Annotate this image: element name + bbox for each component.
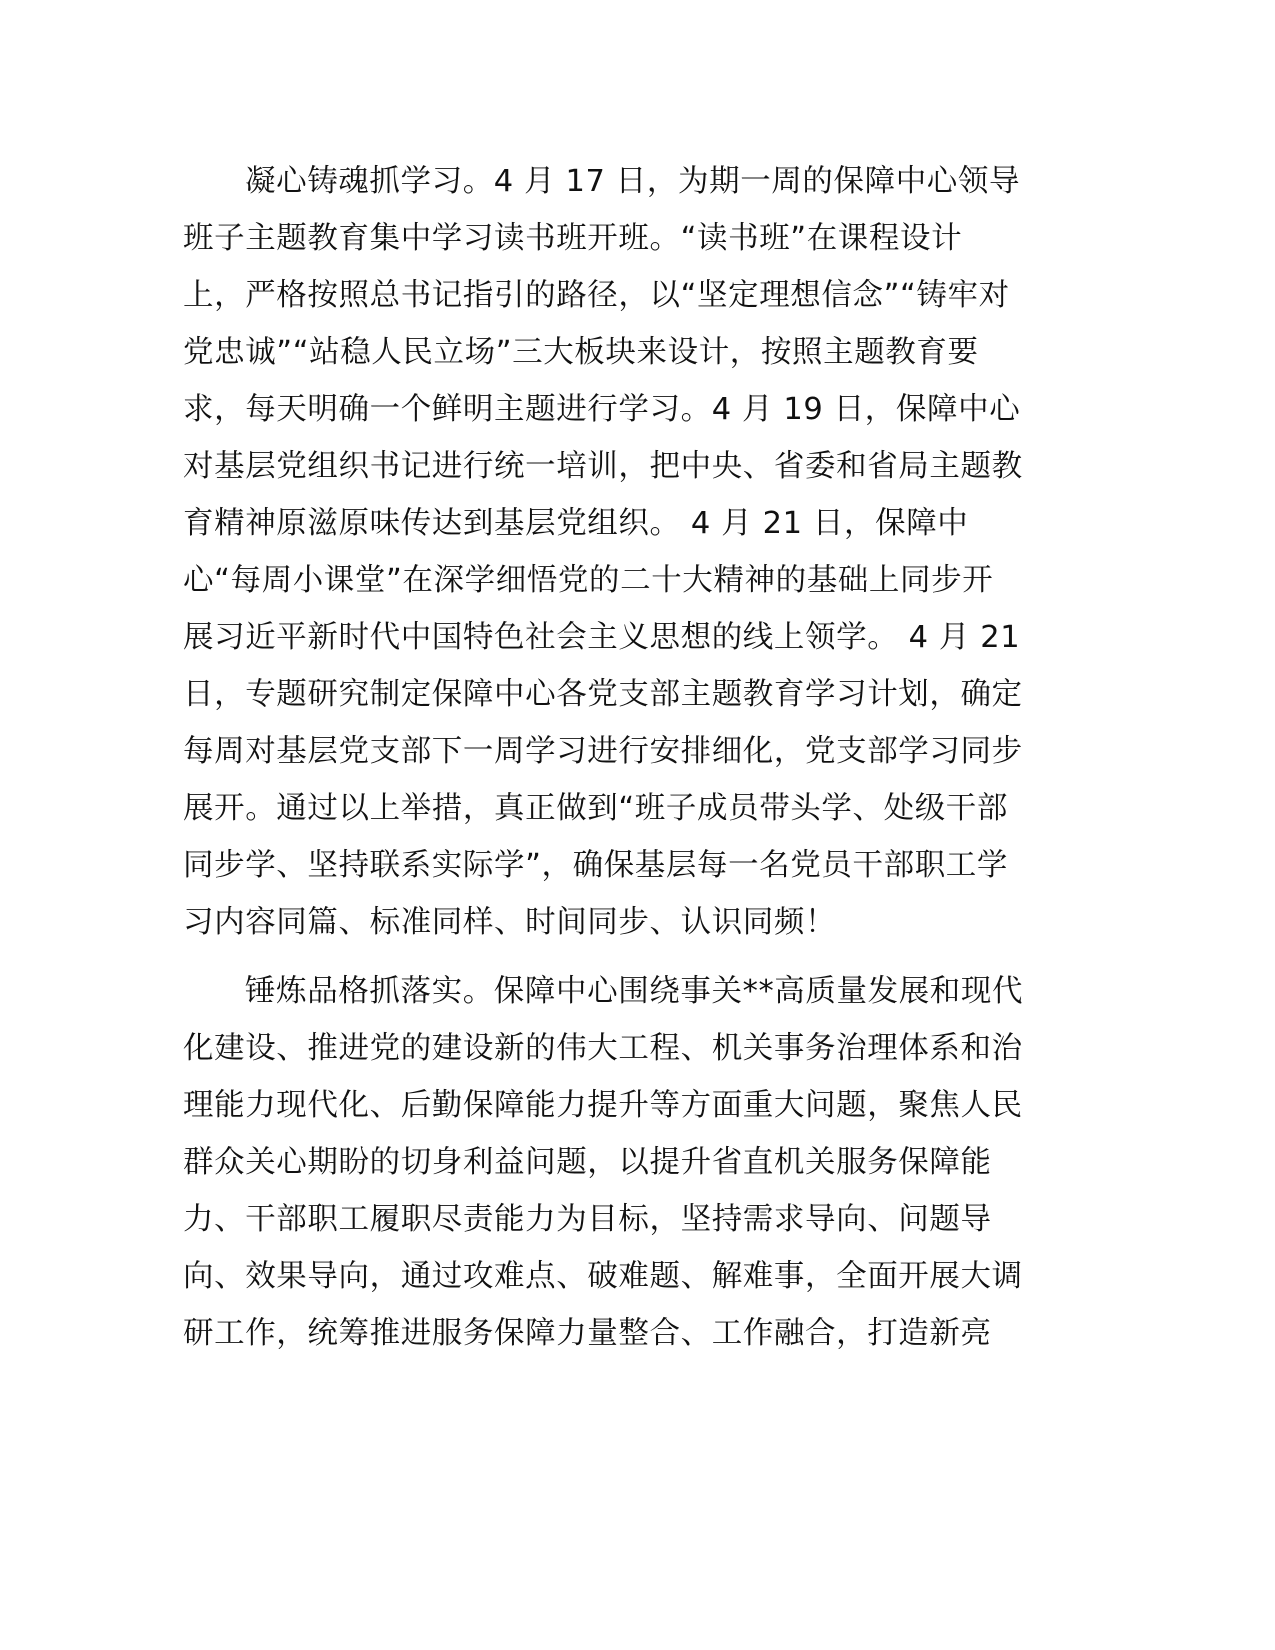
text-line: 理能力现代化、后勤保障能力提升等方面重大问题，聚焦人民 [183, 1088, 1023, 1123]
text-line: 锤炼品格抓落实。保障中心围绕事关**高质量发展和现代 [245, 974, 1024, 1009]
text-line: 群众关心期盼的切身利益问题，以提升省直机关服务保障能 [183, 1145, 992, 1180]
text-line: 习内容同篇、标准同样、时间同步、认识同频！ [183, 905, 837, 940]
text-line: 研工作，统筹推进服务保障力量整合、工作融合，打造新亮 [183, 1316, 992, 1351]
text-line: 展开。通过以上举措，真正做到“班子成员带头学、处级干部 [183, 791, 1008, 826]
paragraph-study [183, 153, 1078, 951]
text-line: 日，专题研究制定保障中心各党支部主题教育学习计划，确定 [183, 677, 1023, 712]
text-line: 心“每周小课堂”在深学细悟党的二十大精神的基础上同步开 [183, 563, 994, 598]
text-line: 求，每天明确一个鲜明主题进行学习。4 月 19 日，保障中心 [183, 392, 1021, 427]
text-line: 同步学、坚持联系实际学”，确保基层每一名党员干部职工学 [183, 848, 1008, 883]
text-line: 每周对基层党支部下一周学习进行安排细化，党支部学习同步 [183, 734, 1023, 769]
text-line: 凝心铸魂抓学习。4 月 17 日，为期一周的保障中心领导 [245, 164, 1021, 199]
text-line: 育精神原滋原味传达到基层党组织。 4 月 21 日，保障中 [183, 506, 969, 541]
text-line: 向、效果导向，通过攻难点、破难题、解难事，全面开展大调 [183, 1259, 1023, 1294]
text-line: 党忠诚”“站稳人民立场”三大板块来设计，按照主题教育要 [183, 335, 979, 370]
text-line: 上，严格按照总书记指引的路径，以“坚定理想信念”“铸牢对 [183, 278, 1010, 313]
paragraph-implementation [183, 963, 1078, 1362]
text-line: 班子主题教育集中学习读书班开班。“读书班”在课程设计 [183, 221, 963, 256]
text-line: 化建设、推进党的建设新的伟大工程、机关事务治理体系和治 [183, 1031, 1023, 1066]
text-line: 力、干部职工履职尽责能力为目标，坚持需求导向、问题导 [183, 1202, 992, 1237]
document-body [183, 153, 1078, 1374]
text-line: 展习近平新时代中国特色社会主义思想的线上领学。 4 月 21 [183, 620, 1021, 655]
text-line: 对基层党组织书记进行统一培训，把中央、省委和省局主题教 [183, 449, 1023, 484]
